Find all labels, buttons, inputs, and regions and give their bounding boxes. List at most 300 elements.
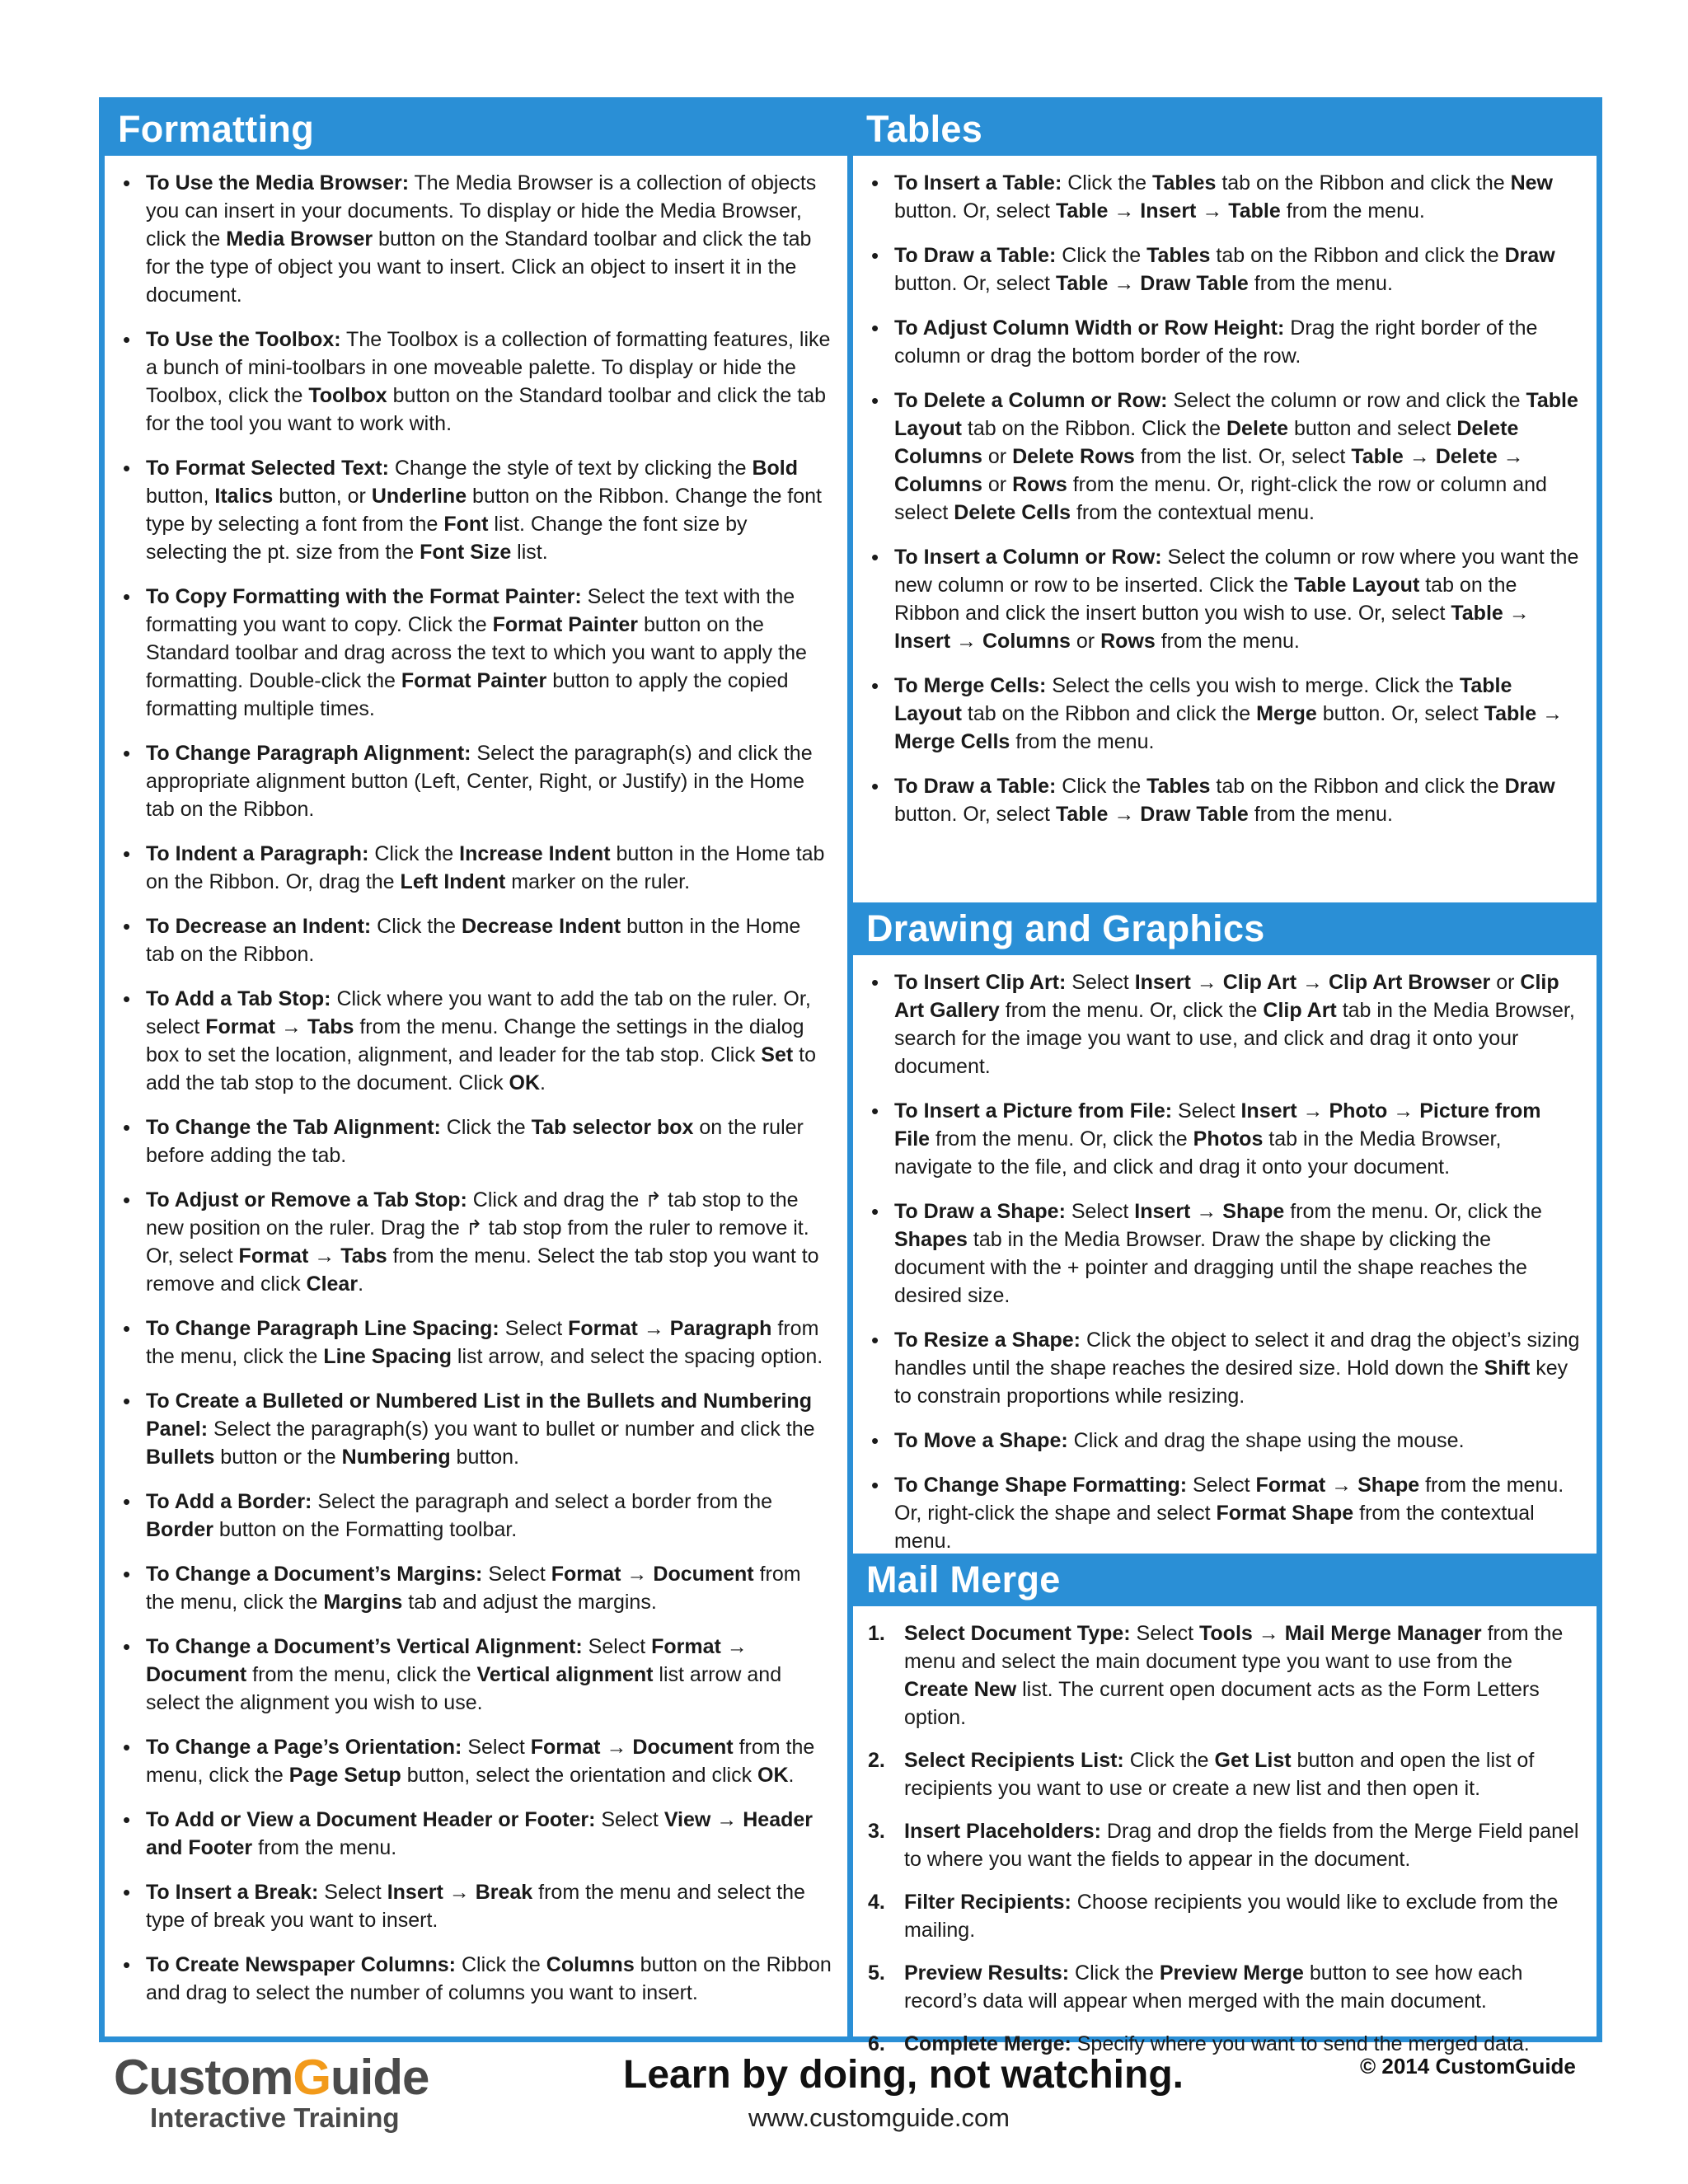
tables-item (868, 543, 1582, 655)
item-text: Drag the right border of the column or drag the bottom border of the row. (894, 316, 1538, 368)
logo-g-mark: G (293, 2050, 331, 2105)
drawing-item (868, 968, 1582, 1080)
item-keyword: Document (146, 1663, 247, 1686)
item-keyword: Delete Columns (894, 417, 1519, 468)
item-keyword: Set (761, 1043, 794, 1066)
item-text: button to apply the copied formatting multiple times. (146, 669, 789, 720)
formatting-item (120, 1560, 832, 1616)
drawing-item (868, 1197, 1582, 1310)
item-text: Click the (1056, 244, 1147, 267)
item-text: → (950, 630, 982, 653)
formatting-list (120, 169, 832, 2007)
item-text: . (540, 1071, 546, 1094)
item-keyword: Shape (1222, 1200, 1285, 1223)
formatting-item (120, 1186, 832, 1298)
item-text: tab on the Ribbon. Click the (961, 417, 1226, 440)
item-text: → (621, 1563, 654, 1586)
formatting-item (120, 169, 832, 309)
item-text: button to see how each record’s data will appear when merged with the main document. (904, 1961, 1523, 2013)
mailmerge-list (868, 1619, 1582, 2058)
item-keyword: Vertical alignment (476, 1663, 654, 1686)
right-column (853, 103, 1597, 2055)
item-keyword: OK (757, 1764, 789, 1787)
item-text: Select (595, 1808, 664, 1831)
item-text: or (1490, 971, 1521, 994)
item-keyword: Underline (371, 485, 467, 508)
item-keyword: Numbering (341, 1446, 451, 1469)
item-lead: To Add a Border: (146, 1490, 312, 1513)
formatting-item (120, 326, 832, 438)
item-text: Click the (456, 1953, 546, 1976)
item-keyword: Header and Footer (146, 1808, 814, 1859)
item-text: → (1252, 1622, 1285, 1645)
item-keyword: Picture from File (894, 1099, 1541, 1151)
item-text: Select the paragraph(s) and click the appropriate alignment button (Left, Center, Right, or Justify) in the Home tab on the Ribbon. (146, 742, 813, 821)
item-keyword: Toolbox (308, 384, 387, 407)
item-text: from the menu. Select the tab stop you want to remove and click (146, 1244, 819, 1296)
item-keyword: Format (651, 1635, 721, 1658)
item-text: button and open the list of recipients you want to use or create a new list and then open it. (904, 1749, 1535, 1800)
item-text: Click the (1069, 1961, 1160, 1985)
item-keyword: Insert (1134, 1200, 1191, 1223)
item-text: → (1196, 199, 1229, 223)
item-text: button, or (273, 485, 372, 508)
item-text: list. The current open document acts as the Form Letters option. (904, 1678, 1540, 1729)
logo-subtitle: Interactive Training (150, 2102, 400, 2133)
item-lead: To Resize a Shape: (894, 1329, 1081, 1352)
item-text: from the menu and select the type of break you want to insert. (146, 1881, 805, 1932)
item-keyword: Columns (982, 630, 1071, 653)
item-lead: Preview Results: (904, 1961, 1070, 1985)
item-text: Select (1130, 1622, 1199, 1645)
website-link[interactable]: www.customguide.com (748, 2103, 1010, 2132)
item-keyword: Format (551, 1563, 621, 1586)
item-keyword: Tab selector box (531, 1116, 694, 1139)
item-text: tab on the Ribbon and click the (1216, 171, 1511, 194)
item-text: tab in the Media Browser, navigate to the file, and click and drag it onto your document. (894, 1127, 1502, 1179)
item-lead: To Insert a Column or Row: (894, 546, 1162, 569)
item-text: from the list. Or, select (1134, 445, 1352, 468)
item-text: → (1108, 803, 1141, 826)
item-text: button. (450, 1446, 519, 1469)
item-text: → (710, 1808, 743, 1831)
item-text: → (1403, 445, 1436, 468)
formatting-item (120, 985, 832, 1097)
item-keyword: Format Shape (1216, 1502, 1354, 1525)
item-text: Select (1172, 1099, 1241, 1122)
item-text: → (308, 1244, 341, 1268)
item-keyword: Table (1228, 199, 1281, 223)
reference-card (99, 97, 1602, 2055)
item-lead: To Change a Page’s Orientation: (146, 1736, 462, 1759)
item-text: button on the Standard toolbar and drag across the text to which you want to apply the formatting. Double-click the (146, 613, 807, 692)
item-text: from the menu. Or, right-click the shape and select (894, 1474, 1564, 1525)
item-text: from the menu, click the (246, 1663, 477, 1686)
item-keyword: Paragraph (669, 1317, 772, 1340)
item-text: button or the (214, 1446, 342, 1469)
item-keyword: Format (1255, 1474, 1326, 1497)
item-lead: To Copy Formatting with the Format Painter: (146, 585, 582, 608)
item-text: → (720, 1635, 748, 1658)
item-keyword: Italics (214, 485, 274, 508)
item-lead: To Draw a Table: (894, 244, 1057, 267)
item-text: button and select (1288, 417, 1457, 440)
step-number: 2. (868, 1749, 885, 1772)
item-text: from the menu. Change the settings in the dialog box to set the location, alignment, and leader for the tab stop. Click (146, 1015, 804, 1066)
item-text: list arrow and select the alignment you wish to use. (146, 1663, 782, 1714)
item-lead: Filter Recipients: (904, 1891, 1071, 1914)
formatting-item (120, 1633, 832, 1717)
formatting-item (120, 912, 832, 968)
item-text: button on the Standard toolbar and click the tab for the type of object you want to insert. Click an object to insert it in the document. (146, 227, 812, 307)
item-keyword: Table (1484, 702, 1537, 725)
tables-heading: Tables (853, 103, 1597, 156)
copyright: © 2014 CustomGuide (1360, 2054, 1576, 2079)
item-lead: Select Recipients List: (904, 1749, 1124, 1772)
item-keyword: Insert (387, 1881, 443, 1904)
formatting-item (120, 1806, 832, 1862)
item-lead: To Insert a Picture from File: (894, 1099, 1173, 1122)
item-text: from the menu. Or, click the (999, 999, 1264, 1022)
item-text: or (982, 445, 1013, 468)
item-lead: To Insert Clip Art: (894, 971, 1067, 994)
item-text: → (637, 1317, 670, 1340)
item-text: marker on the ruler. (505, 870, 691, 893)
item-keyword: Shape (1357, 1474, 1420, 1497)
item-text: → (600, 1736, 633, 1759)
mailmerge-step (868, 1959, 1582, 2015)
item-lead: To Decrease an Indent: (146, 915, 372, 938)
item-keyword: Delete Cells (954, 501, 1071, 524)
item-text: from the menu. Or, click the (930, 1127, 1193, 1151)
item-keyword: Preview Merge (1159, 1961, 1304, 1985)
item-text: tab on the Ribbon and click the (1210, 775, 1505, 798)
item-text: from the menu. (1248, 272, 1393, 295)
item-text: button. Or, select (894, 803, 1056, 826)
item-text: Select the paragraph(s) you want to bullet or number and click the (208, 1418, 815, 1441)
tables-item (868, 241, 1582, 298)
formatting-item (120, 840, 832, 896)
step-number: 1. (868, 1622, 885, 1645)
item-keyword: Tables (1146, 775, 1211, 798)
drawing-heading: Drawing and Graphics (853, 902, 1597, 955)
item-text: Click and drag the ↱ tab stop to the new position on the ruler. Drag the ↱ tab stop from the ruler to remove it. Or, select (146, 1188, 809, 1268)
item-text: Drag and drop the fields from the Merge Field panel to where you want the fields to appear in the document. (904, 1820, 1579, 1871)
item-keyword: Table Layout (894, 674, 1512, 725)
item-text: on the ruler before adding the tab. (146, 1116, 804, 1167)
item-text: → (1503, 602, 1530, 625)
drawing-item (868, 1471, 1582, 1549)
item-text: Select (318, 1881, 387, 1904)
item-text: → (1325, 1474, 1358, 1497)
item-text: button, select the orientation and click (401, 1764, 758, 1787)
item-keyword: Line Spacing (323, 1345, 452, 1368)
item-text: Select the paragraph and select a border from the (312, 1490, 773, 1513)
drawing-list (868, 968, 1582, 1549)
mailmerge-step (868, 1817, 1582, 1873)
item-text: → (1190, 971, 1223, 994)
tables-item (868, 387, 1582, 527)
item-keyword: Get List (1214, 1749, 1292, 1772)
step-number: 5. (868, 1961, 885, 1985)
item-keyword: Columns (894, 473, 982, 496)
item-text: button on the Ribbon and drag to select the number of columns you want to insert. (146, 1953, 832, 2004)
tables-item (868, 772, 1582, 828)
item-keyword: Font Size (420, 541, 512, 564)
item-keyword: Clip Art (1263, 999, 1337, 1022)
item-keyword: Border (146, 1518, 213, 1541)
item-text: → (1108, 272, 1141, 295)
item-text: tab in the Media Browser, search for the image you want to use, and click and drag it onto your document. (894, 999, 1575, 1078)
item-keyword: Delete (1435, 445, 1498, 468)
item-keyword: Delete Rows (1012, 445, 1135, 468)
item-keyword: Table (1055, 272, 1109, 295)
item-keyword: Clear (306, 1272, 359, 1296)
item-text: from the menu. (1280, 199, 1425, 223)
step-number: 3. (868, 1820, 885, 1843)
item-keyword: Format (530, 1736, 601, 1759)
item-lead: To Change Paragraph Line Spacing: (146, 1317, 499, 1340)
mailmerge-step (868, 1746, 1582, 1802)
formatting-item (120, 1315, 832, 1371)
item-keyword: Shift (1484, 1357, 1531, 1380)
item-keyword: Format (205, 1015, 275, 1038)
formatting-section (105, 156, 847, 2032)
item-text: → (1497, 445, 1524, 468)
tables-item (868, 169, 1582, 225)
formatting-item (120, 454, 832, 566)
item-text: from the menu. (1010, 730, 1155, 753)
item-keyword: Tables (1152, 171, 1217, 194)
item-lead: To Add a Tab Stop: (146, 987, 331, 1010)
drawing-item (868, 1097, 1582, 1181)
formatting-item (120, 583, 832, 723)
item-lead: To Change a Document’s Margins: (146, 1563, 483, 1586)
item-text: from the menu. Or, right-click the row or column and select (894, 473, 1547, 524)
item-lead: Select Document Type: (904, 1622, 1131, 1645)
item-text: Select (1066, 971, 1135, 994)
item-keyword: Table (1351, 445, 1404, 468)
formatting-item (120, 1113, 832, 1169)
item-keyword: Clip Art Browser (1328, 971, 1491, 994)
item-text: Select the column or row where you want the new column or row to be inserted. Click the (894, 546, 1579, 597)
item-text: or (1070, 630, 1101, 653)
item-text: from the menu. (252, 1836, 397, 1859)
item-text: Click the object to select it and drag the object’s sizing handles until the shape reaches the desired size. Hold down the (894, 1329, 1580, 1380)
item-keyword: Draw (1504, 775, 1555, 798)
item-text: → (275, 1015, 307, 1038)
item-text: list. (511, 541, 548, 564)
item-keyword: Insert (1240, 1099, 1297, 1122)
item-text: from the menu and select the main document type you want to use from the (904, 1622, 1564, 1673)
item-lead: To Adjust or Remove a Tab Stop: (146, 1188, 467, 1212)
item-keyword: Bullets (146, 1446, 215, 1469)
item-keyword: Delete (1226, 417, 1289, 440)
item-lead: To Add or View a Document Header or Footer: (146, 1808, 596, 1831)
item-keyword: Font (443, 513, 489, 536)
item-text: from the menu, click the (146, 1317, 819, 1368)
item-keyword: Tools (1198, 1622, 1253, 1645)
formatting-item (120, 1733, 832, 1789)
item-text: Change the style of text by clicking the (388, 457, 753, 480)
item-keyword: Left Indent (400, 870, 506, 893)
item-text: tab on the Ribbon and click the (1210, 244, 1505, 267)
item-text: button. Or, select (894, 272, 1056, 295)
item-lead: To Change the Tab Alignment: (146, 1116, 441, 1139)
mailmerge-heading: Mail Merge (853, 1554, 1597, 1606)
tables-item (868, 672, 1582, 756)
item-text: button on the Standard toolbar and click the tab for the tool you want to work with. (146, 384, 826, 435)
item-text: to add the tab stop to the document. Click (146, 1043, 816, 1094)
item-keyword: Rows (1100, 630, 1156, 653)
item-text: Choose recipients you would like to exclude from the mailing. (904, 1891, 1559, 1942)
drawing-section (853, 955, 1597, 1549)
mailmerge-section (853, 1606, 1597, 2081)
item-text: → (1108, 199, 1141, 223)
item-keyword: Clip Art (1222, 971, 1297, 994)
customguide-logo (114, 2049, 429, 2134)
item-keyword: Margins (323, 1591, 403, 1614)
item-lead: To Insert a Table: (894, 171, 1062, 194)
item-text: Select (499, 1317, 569, 1340)
item-text: Click the (371, 915, 462, 938)
item-text: . (358, 1272, 364, 1296)
item-lead: To Indent a Paragraph: (146, 842, 369, 865)
item-text: Select (1065, 1200, 1135, 1223)
item-lead: To Create Newspaper Columns: (146, 1953, 457, 1976)
item-text: from the menu. (1155, 630, 1300, 653)
item-text: tab and adjust the margins. (402, 1591, 657, 1614)
item-keyword: Photo (1329, 1099, 1388, 1122)
item-lead: To Create a Bulleted or Numbered List in the Bullets and Numbering Panel: (146, 1390, 812, 1441)
item-keyword: Format Painter (401, 669, 547, 692)
item-keyword: Page Setup (288, 1764, 401, 1787)
item-text: Select the column or row and click the (1167, 389, 1526, 412)
item-keyword: Rows (1012, 473, 1067, 496)
item-text: from the menu, click the (146, 1736, 815, 1787)
item-keyword: View (663, 1808, 711, 1831)
item-keyword: Format Painter (492, 613, 638, 636)
item-keyword: Media Browser (226, 227, 373, 251)
item-text: → (443, 1881, 476, 1904)
item-text: Click the (1062, 171, 1153, 194)
item-keyword: Shapes (894, 1228, 968, 1251)
item-text: Select the text with the formatting you want to copy. Click the (146, 585, 795, 636)
item-text: button in the Home tab on the Ribbon. (146, 915, 801, 966)
tables-section (853, 156, 1597, 898)
item-text: from the contextual menu. (1071, 501, 1315, 524)
item-keyword: OK (509, 1071, 541, 1094)
item-text: Select (582, 1635, 652, 1658)
item-text: Click the (1056, 775, 1147, 798)
item-text: Click the (1123, 1749, 1215, 1772)
logo-text-custom: Custom (114, 2050, 293, 2105)
item-text: button. Or, select (1316, 702, 1484, 725)
item-keyword: Document (653, 1563, 754, 1586)
item-lead: To Adjust Column Width or Row Height: (894, 316, 1285, 340)
item-keyword: Create New (904, 1678, 1017, 1701)
item-keyword: Format (238, 1244, 309, 1268)
mailmerge-step (868, 1888, 1582, 1944)
item-text: from the menu, click the (146, 1563, 801, 1614)
item-keyword: Table Layout (1293, 574, 1420, 597)
item-keyword: Break (475, 1881, 533, 1904)
item-keyword: Document (632, 1736, 734, 1759)
item-keyword: Tabs (307, 1015, 354, 1038)
item-keyword: Table (1055, 803, 1109, 826)
item-text: Select (482, 1563, 551, 1586)
item-keyword: Format (568, 1317, 638, 1340)
item-text: tab in the Media Browser. Draw the shape by clicking the document with the + pointer and dragging until the shape reaches the desired size. (894, 1228, 1527, 1307)
formatting-item (120, 1878, 832, 1934)
item-keyword: Draw Table (1140, 803, 1249, 826)
item-lead: To Insert a Break: (146, 1881, 319, 1904)
item-text: Select the cells you wish to merge. Click the (1046, 674, 1460, 697)
item-lead: Complete Merge: (904, 2032, 1071, 2055)
item-text: → (1296, 971, 1329, 994)
formatting-item (120, 1951, 832, 2007)
item-keyword: Insert (1140, 199, 1197, 223)
item-lead: Insert Placeholders: (904, 1820, 1101, 1843)
item-keyword: Insert (894, 630, 951, 653)
item-text: . (788, 1764, 795, 1787)
item-text: The Media Browser is a collection of objects you can insert in your documents. To display or hide the Media Browser, click the (146, 171, 817, 251)
item-lead: To Use the Media Browser: (146, 171, 410, 194)
step-number: 4. (868, 1891, 885, 1914)
item-text: list. Change the font size by selecting the pt. size from the (146, 513, 748, 564)
item-text: → (1536, 702, 1564, 725)
item-keyword: Tables (1146, 244, 1211, 267)
item-lead: To Change Shape Formatting: (894, 1474, 1188, 1497)
footer (0, 2042, 1688, 2184)
formatting-item (120, 1387, 832, 1471)
item-text: button on the Formatting toolbar. (213, 1518, 518, 1541)
drawing-item (868, 1427, 1582, 1455)
item-text: tab on the Ribbon and click the insert button you wish to use. Or, select (894, 574, 1517, 625)
item-keyword: Columns (546, 1953, 635, 1976)
formatting-item (120, 739, 832, 823)
item-lead: To Change Paragraph Alignment: (146, 742, 471, 765)
item-text: Click and drag the shape using the mouse. (1067, 1429, 1465, 1452)
item-text: button in the Home tab on the Ribbon. Or, drag the (146, 842, 825, 893)
mailmerge-step (868, 1619, 1582, 1732)
item-text: Click the (440, 1116, 532, 1139)
item-keyword: Table (1055, 199, 1109, 223)
item-text: Select (1187, 1474, 1256, 1497)
item-lead: To Format Selected Text: (146, 457, 389, 480)
item-keyword: Insert (1134, 971, 1191, 994)
item-text: from the contextual menu. (894, 1502, 1535, 1549)
item-text: → (1190, 1200, 1223, 1223)
item-keyword: Clip Art Gallery (894, 971, 1559, 1022)
item-text: Specify where you want to send the merged data. (1071, 2032, 1530, 2055)
item-keyword: Draw Table (1140, 272, 1249, 295)
item-text: from the menu. (1248, 803, 1393, 826)
item-lead: To Merge Cells: (894, 674, 1047, 697)
tables-item (868, 314, 1582, 370)
tables-list (868, 169, 1582, 828)
item-keyword: Bold (752, 457, 799, 480)
item-keyword: Table Layout (894, 389, 1578, 440)
item-text: Select (462, 1736, 531, 1759)
item-text: list arrow, and select the spacing option. (451, 1345, 823, 1368)
item-lead: To Change a Document’s Vertical Alignment: (146, 1635, 583, 1658)
item-lead: To Draw a Shape: (894, 1200, 1066, 1223)
tagline: Learn by doing, not watching. (623, 2053, 1184, 2097)
item-keyword: Merge (1256, 702, 1317, 725)
formatting-heading: Formatting (105, 103, 847, 156)
item-keyword: Mail Merge Manager (1284, 1622, 1482, 1645)
